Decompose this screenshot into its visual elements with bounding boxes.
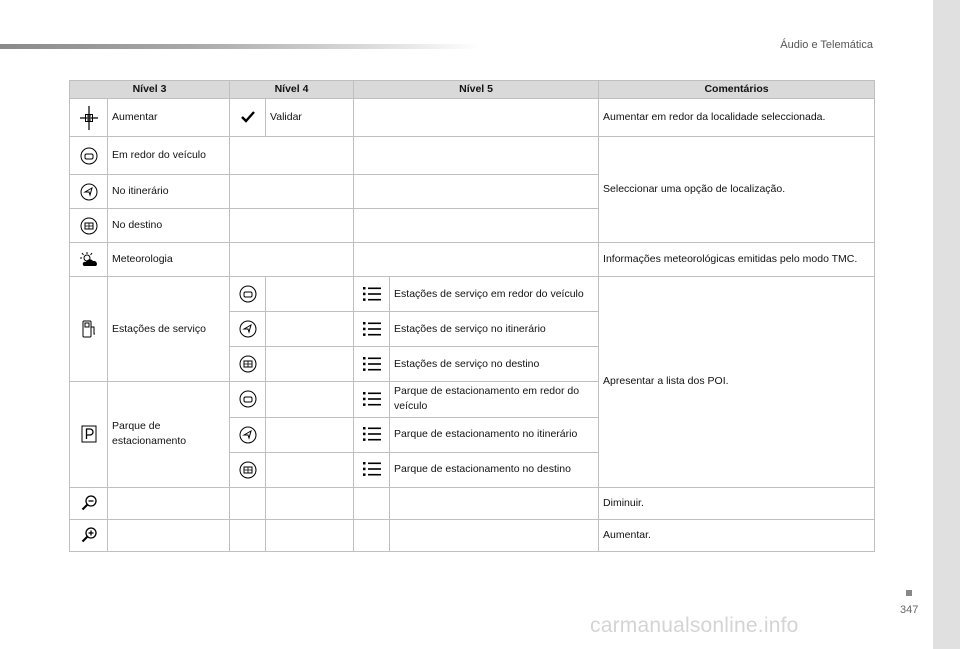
cell-comment-poi: Apresentar a lista dos POI. (599, 277, 875, 487)
cell-empty (230, 137, 354, 175)
cell-parque-itinerario: Parque de estacionamento no itinerário (390, 417, 599, 452)
route-icon (70, 175, 108, 209)
cell-empty (108, 519, 230, 551)
list-icon (354, 382, 390, 417)
cell-estacoes-itinerario: Estações de serviço no itinerário (390, 312, 599, 347)
zoom-out-icon (70, 487, 108, 519)
cell-empty (230, 209, 354, 243)
navigation-menu-table (69, 80, 875, 552)
checkmark-icon (230, 99, 266, 137)
vehicle-icon (230, 277, 266, 312)
destination-flag-icon (70, 209, 108, 243)
table-row (70, 99, 875, 137)
cell-meteorologia: Meteorologia (108, 243, 230, 277)
cell-empty (266, 347, 354, 382)
cell-estacoes-redor: Estações de serviço em redor do veículo (390, 277, 599, 312)
cell-empty (354, 209, 599, 243)
parking-icon (70, 382, 108, 487)
route-icon (230, 312, 266, 347)
header-nivel-5: Nível 5 (354, 81, 599, 99)
vehicle-icon (230, 382, 266, 417)
crosshair-icon (70, 99, 108, 137)
cell-empty (266, 382, 354, 417)
cell-comment-aumentar: Aumentar em redor da localidade seleccionada. (599, 99, 875, 137)
cell-empty (266, 417, 354, 452)
cell-aumentar: Aumentar (108, 99, 230, 137)
header-nivel-3: Nível 3 (70, 81, 230, 99)
cell-comment-diminuir: Diminuir. (599, 487, 875, 519)
destination-flag-icon (230, 452, 266, 487)
cell-comment-aumentar-zoom: Aumentar. (599, 519, 875, 551)
page-number: 347 (900, 604, 919, 616)
header-gradient-bar (0, 44, 480, 49)
right-sidebar (933, 0, 960, 649)
cell-empty (354, 243, 599, 277)
cell-estacoes-destino: Estações de serviço no destino (390, 347, 599, 382)
weather-icon (70, 243, 108, 277)
cell-empty (266, 277, 354, 312)
table-header-row (70, 81, 875, 99)
cell-itinerario: No itinerário (108, 175, 230, 209)
header-comentarios: Comentários (599, 81, 875, 99)
section-title: Áudio e Telemática (780, 39, 873, 51)
fuel-pump-icon (70, 277, 108, 382)
list-icon (354, 347, 390, 382)
cell-destino: No destino (108, 209, 230, 243)
vehicle-icon (70, 137, 108, 175)
list-icon (354, 312, 390, 347)
cell-empty (354, 137, 599, 175)
table-row (70, 487, 875, 519)
cell-empty (230, 243, 354, 277)
table-row (70, 519, 875, 551)
watermark: carmanualsonline.info (590, 614, 799, 637)
cell-empty (266, 452, 354, 487)
list-icon (354, 417, 390, 452)
header-nivel-4: Nível 4 (230, 81, 354, 99)
cell-estacoes: Estações de serviço (108, 277, 230, 382)
list-icon (354, 452, 390, 487)
cell-empty (354, 519, 390, 551)
cell-comment-localizacao: Seleccionar uma opção de localização. (599, 137, 875, 243)
table-row (70, 277, 875, 312)
cell-empty (266, 487, 354, 519)
cell-empty (354, 99, 599, 137)
cell-em-redor: Em redor do veículo (108, 137, 230, 175)
list-icon (354, 277, 390, 312)
cell-empty (354, 175, 599, 209)
cell-empty (108, 487, 230, 519)
cell-empty (230, 519, 266, 551)
cell-parque: Parque de estacionamento (108, 382, 230, 487)
cell-parque-redor: Parque de estacionamento em redor do veículo (390, 382, 599, 417)
cell-empty (354, 487, 390, 519)
cell-empty (230, 487, 266, 519)
cell-empty (266, 312, 354, 347)
page-marker (906, 590, 912, 596)
cell-comment-meteo: Informações meteorológicas emitidas pelo modo TMC. (599, 243, 875, 277)
cell-empty (390, 487, 599, 519)
route-icon (230, 417, 266, 452)
cell-validar: Validar (266, 99, 354, 137)
cell-empty (266, 519, 354, 551)
cell-empty (390, 519, 599, 551)
destination-flag-icon (230, 347, 266, 382)
table-row (70, 137, 875, 175)
table-row (70, 243, 875, 277)
zoom-in-icon (70, 519, 108, 551)
cell-parque-destino: Parque de estacionamento no destino (390, 452, 599, 487)
cell-empty (230, 175, 354, 209)
